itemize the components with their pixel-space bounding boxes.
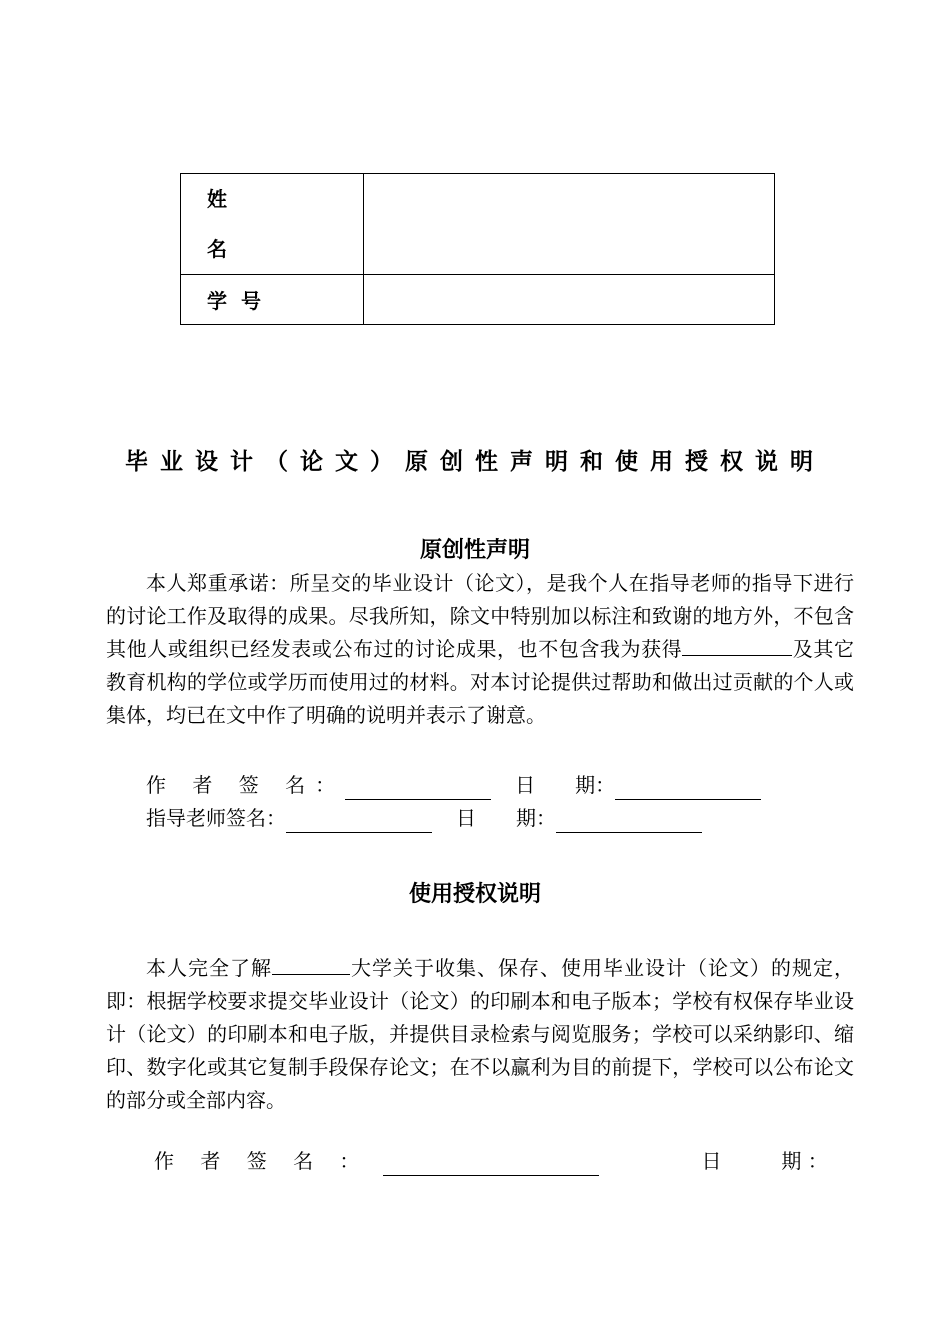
page-title: 毕业设计（论文）原创性声明和使用授权说明 — [125, 449, 825, 475]
name-value-cell[interactable] — [364, 174, 775, 275]
final-author-sign-field[interactable] — [383, 1153, 599, 1176]
originality-paragraph — [106, 567, 854, 732]
advisor-sign-label: 指导老师签名： — [146, 806, 286, 830]
author-sign-label: 作 者 签 名： — [146, 773, 346, 797]
student-id-label: 学号 — [181, 275, 364, 325]
authorization-paragraph — [106, 952, 854, 1117]
originality-text-b: 及其它教育机构的学位或学历而使用过的材料。对本讨论提供过帮助和做出过贡献的个人或集体，均已在文中作了明确的说明并表示了谢意。 — [106, 637, 855, 727]
author-date-field[interactable] — [615, 777, 761, 800]
author-sign-field[interactable] — [345, 777, 491, 800]
name-label — [181, 174, 364, 275]
advisor-date-field[interactable] — [556, 810, 702, 833]
student-info-table — [180, 173, 775, 325]
name-label-char-1: 姓 — [207, 187, 227, 211]
date-label-2: 日 期： — [456, 806, 556, 830]
student-id-value-cell[interactable] — [364, 275, 775, 325]
date-label: 日 期： — [515, 773, 616, 797]
final-date-label: 日 期 ： — [701, 1149, 828, 1173]
originality-title: 原创性声明 — [419, 538, 530, 563]
originality-text-a: 本人郑重承诺：所呈交的毕业设计（论文），是我个人在指导老师的指导下进行的讨论工作及取得的成果。尽我所知，除文中特别加以标注和致谢的地方外，不包含其他人或组织已经发表或公布过的讨论成果，也不包含我为获得 — [106, 571, 854, 661]
degree-blank[interactable] — [682, 633, 792, 656]
final-signature-row — [154, 1146, 828, 1176]
advisor-signature-row — [146, 803, 702, 833]
university-blank[interactable] — [272, 952, 350, 975]
authorization-title: 使用授权说明 — [408, 882, 541, 907]
authorization-text-a: 本人完全了解 — [146, 956, 272, 980]
author-signature-row — [146, 770, 761, 800]
advisor-sign-field[interactable] — [286, 810, 432, 833]
name-label-char-2: 名 — [207, 237, 227, 261]
final-author-sign-label: 作 者 签 名 ： — [154, 1149, 370, 1173]
authorization-text-b: 大学关于收集、保存、使用毕业设计（论文）的规定，即：根据学校要求提交毕业设计（论文）的印刷本和电子版本；学校有权保存毕业设计（论文）的印刷本和电子版，并提供目录检索与阅览服务；学校可以采纳影印、缩印、数字化或其它复制手段保存论文；在不以赢利为目的前提下，学校可以公布论文的部分或全部内容。 — [106, 956, 854, 1112]
